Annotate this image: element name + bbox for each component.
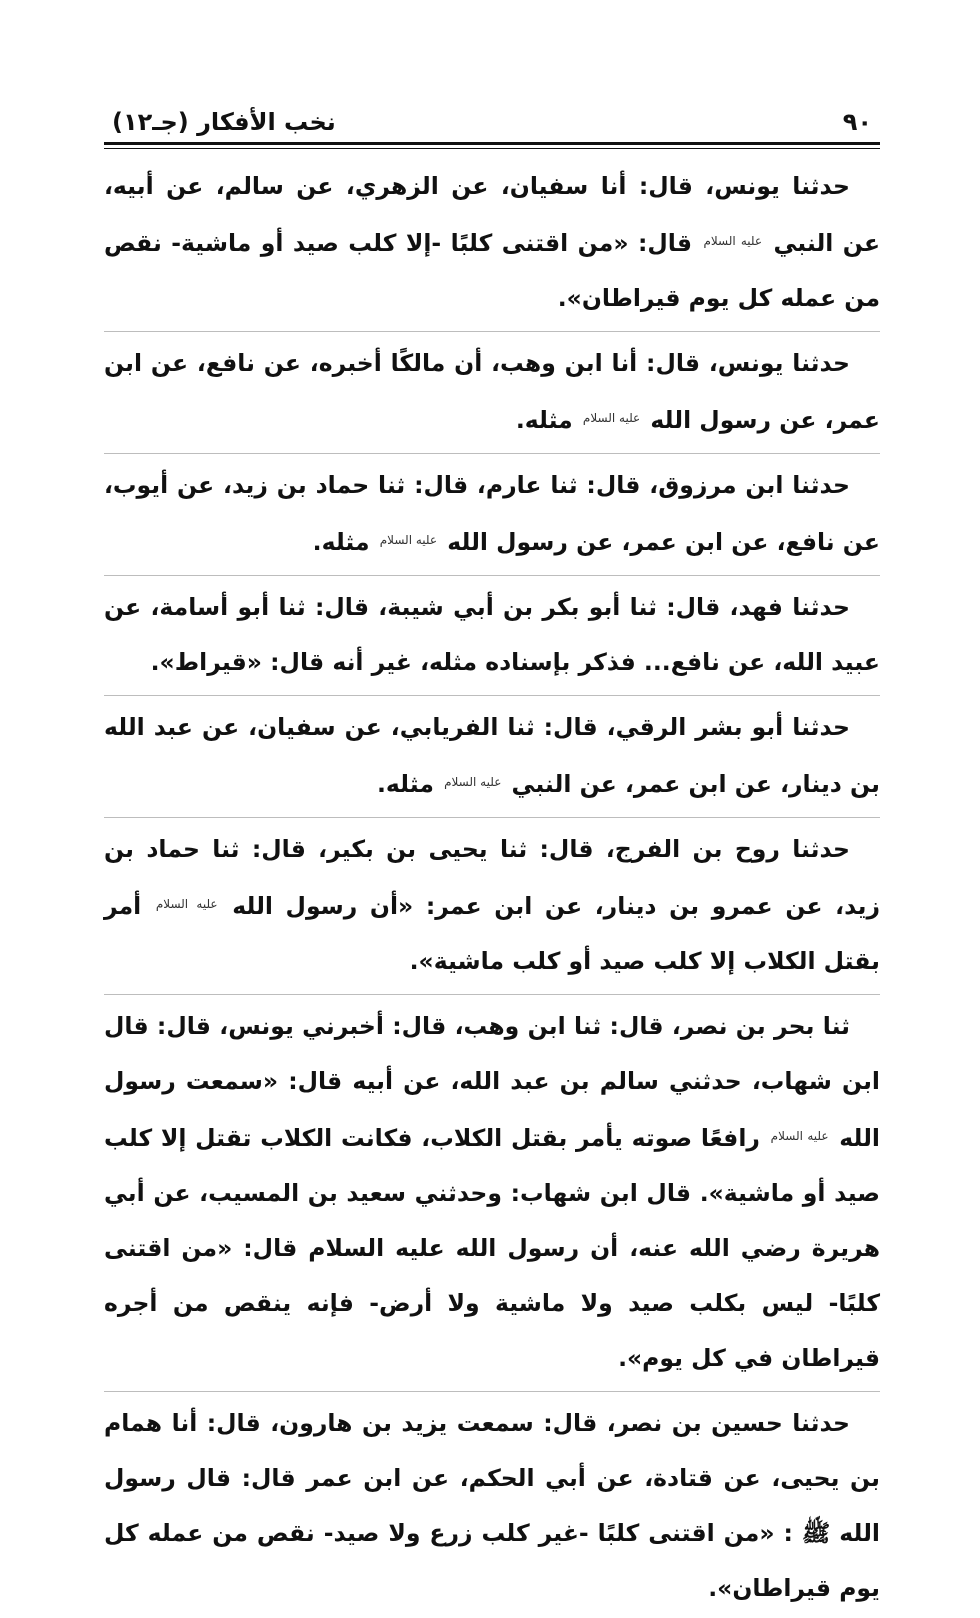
paragraph-divider <box>104 817 880 818</box>
salutation-mark: عليه السلام <box>379 533 438 547</box>
paragraph-text: رافعًا صوته يأمر بقتل الكلاب، فكانت الكلاب تقتل إلا كلب صيد أو ماشية». قال ابن شهاب: وحدثني سعيد بن المسيب، عن أبي هريرة رضي الله عنه، أن رسول الله عليه السلام قال: «من اقتنى كلبًا- ليس بكلب صيد ولا ماشية ولا أرض- فإنه ينقص من أجره قيراطان في كل يوم». <box>104 1124 880 1372</box>
hadith-paragraph-5 <box>104 700 880 814</box>
hadith-paragraph-6 <box>104 822 880 991</box>
book-page <box>104 86 881 1602</box>
paragraph-text: حدثنا يونس، قال: أنا سفيان، عن الزهري، عن سالم، عن أبيه، عن النبي <box>104 172 881 257</box>
paragraph-text: حدثنا أبو بشر الرقي، قال: ثنا الفريابي، عن سفيان، عن عبد الله بن دينار، عن ابن عمر، عن النبي <box>104 713 880 798</box>
paragraph-text: أمر بقتل الكلاب إلا كلب صيد أو كلب ماشية». <box>104 892 880 975</box>
salutation-mark: عليه السلام <box>770 1129 829 1143</box>
paragraph-text: : «من اقتنى كلبًا -غير كلب زرع ولا صيد- نقص من عمله كل يوم قيراطان». <box>104 1519 880 1602</box>
running-title: نخب الأفكار (جـ١٢) <box>112 108 336 136</box>
salutation-mark: عليه السلام <box>155 897 218 911</box>
salutation-ligature: ﷺ <box>801 1519 831 1547</box>
hadith-paragraph-7 <box>104 999 880 1388</box>
hadith-paragraph-1 <box>104 159 880 328</box>
header-rule-thick <box>104 142 880 145</box>
paragraph-text: قال: «من اقتنى كلبًا -إلا كلب صيد أو ماشية- نقص من عمله كل يوم قيراطان». <box>104 229 880 312</box>
hadith-paragraph-8 <box>104 1396 880 1618</box>
paragraph-text: حدثنا يونس، قال: أنا ابن وهب، أن مالكًا أخبره، عن نافع، عن ابن عمر، عن رسول الله <box>104 349 880 434</box>
paragraph-divider <box>104 331 880 332</box>
paragraph-divider <box>104 1391 880 1392</box>
paragraph-divider <box>104 695 880 696</box>
paragraph-divider <box>104 453 880 454</box>
paragraph-divider <box>104 994 880 995</box>
hadith-paragraph-2 <box>104 336 880 450</box>
salutation-mark: عليه السلام <box>703 234 763 248</box>
paragraph-text: حدثنا حسين بن نصر، قال: سمعت يزيد بن هارون، قال: أنا همام بن يحيى، عن قتادة، عن أبي الحكم، عن ابن عمر قال: قال رسول الله <box>104 1409 880 1547</box>
hadith-paragraph-3 <box>104 458 880 572</box>
paragraph-text: ثنا بحر بن نصر، قال: ثنا ابن وهب، قال: أخبرني يونس، قال: قال ابن شهاب، حدثني سالم بن عبد الله، عن أبيه قال: «سمعت رسول الله <box>104 1012 880 1152</box>
paragraph-text: حدثنا ابن مرزوق، قال: ثنا عارم، قال: ثنا حماد بن زيد، عن أيوب، عن نافع، عن ابن عمر، عن رسول الله <box>104 471 880 556</box>
paragraph-text: مثله. <box>515 406 573 434</box>
paragraph-text: حدثنا روح بن الفرج، قال: ثنا يحيى بن بكير، قال: ثنا حماد بن زيد، عن عمرو بن دينار، عن ابن عمر: «أن رسول الله <box>104 835 881 920</box>
salutation-mark: عليه السلام <box>582 411 641 425</box>
paragraph-text: مثله. <box>376 770 434 798</box>
page-number: ٩٠ <box>842 108 872 136</box>
paragraph-divider <box>104 575 880 576</box>
page-header <box>104 86 880 142</box>
salutation-mark: عليه السلام <box>444 775 502 789</box>
paragraph-text: مثله. <box>312 528 370 556</box>
paragraph-text: حدثنا فهد، قال: ثنا أبو بكر بن أبي شيبة، قال: ثنا أبو أسامة، عن عبيد الله، عن نافع... فذكر بإسناده مثله، غير أنه قال: «قيراط». <box>104 593 880 676</box>
page-body <box>104 159 880 1618</box>
header-rule-thin <box>104 148 880 149</box>
hadith-paragraph-4 <box>104 580 880 692</box>
